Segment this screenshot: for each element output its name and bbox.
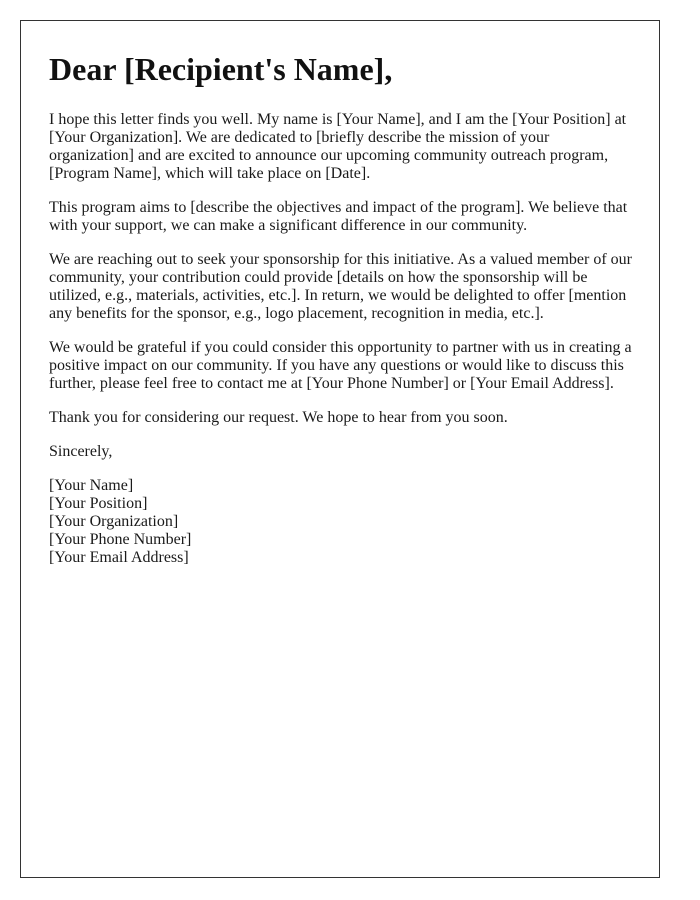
letter-greeting: Dear [Recipient's Name],	[49, 51, 393, 87]
letter-paragraph-intro: I hope this letter finds you well. My name is [Your Name], and I am the [Your Position] at [Your Organization]. We are dedicated to [briefly describe the mission of your organization] and are excited to announce our upcoming community outreach program, [Program Name], which will take place on [Date].	[49, 111, 627, 182]
signature-email: [Your Email Address]	[49, 549, 189, 566]
signature-name: [Your Name]	[49, 477, 134, 494]
letter-body	[49, 49, 635, 567]
signature-organization: [Your Organization]	[49, 513, 179, 530]
signature-block	[49, 477, 635, 567]
signature-position: [Your Position]	[49, 495, 148, 512]
letter-page	[20, 20, 660, 878]
letter-paragraph-request: We are reaching out to seek your sponsorship for this initiative. As a valued member of our community, your contribution could provide [details on how the sponsorship will be utilized, e.g., materials, activities, etc.]. In return, we would be delighted to offer [mention any benefits for the sponsor, e.g., logo placement, recognition in media, etc.].	[49, 251, 633, 322]
letter-paragraph-contact: We would be grateful if you could consider this opportunity to partner with us in creating a positive impact on our community. If you have any questions or would like to discuss this further, please feel free to contact me at [Your Phone Number] or [Your Email Address].	[49, 339, 632, 392]
letter-paragraph-thanks: Thank you for considering our request. We hope to hear from you soon.	[49, 409, 508, 426]
letter-closing: Sincerely,	[49, 443, 113, 460]
signature-phone: [Your Phone Number]	[49, 531, 192, 548]
letter-paragraph-objectives: This program aims to [describe the objectives and impact of the program]. We believe that with your support, we can make a significant difference in our community.	[49, 199, 628, 234]
